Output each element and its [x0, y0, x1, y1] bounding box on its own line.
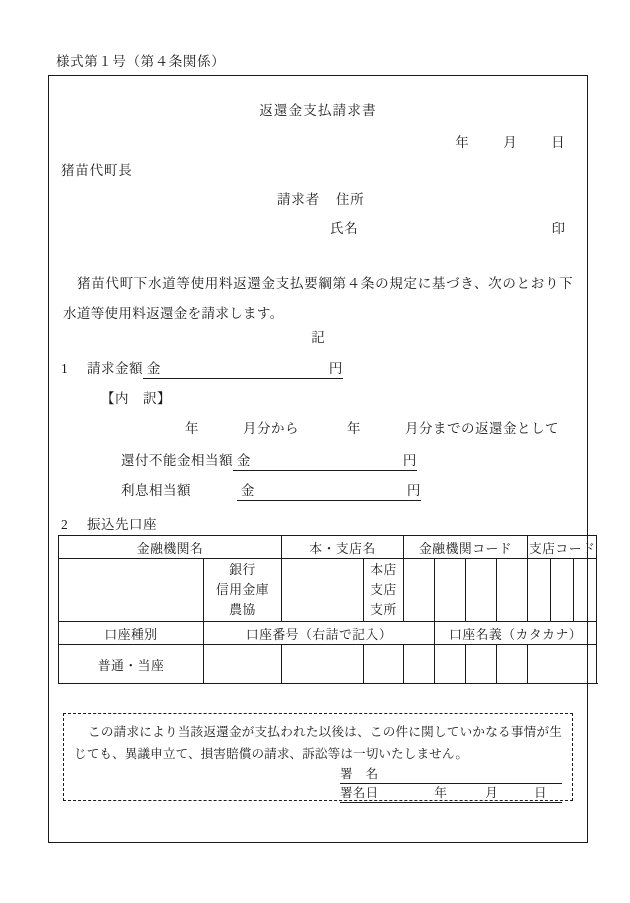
breakdown-row-interest: [121, 479, 421, 501]
institution-name-input[interactable]: [59, 559, 204, 622]
institution-type-bank[interactable]: 銀行: [229, 563, 256, 577]
header-account-holder: 口座名義（カタカナ）: [435, 622, 597, 645]
header-branch-code: 支店コード: [528, 536, 597, 559]
header-branch-name: 本・支店名: [282, 536, 404, 559]
issue-date-line: [455, 131, 565, 151]
account-entry-row: [59, 645, 597, 684]
breakdown-heading: 【内 訳】: [101, 391, 171, 406]
account-number-cell[interactable]: [497, 645, 528, 684]
issue-date-day: 日: [551, 135, 565, 150]
signature-date-label: 署名日: [340, 785, 379, 800]
item1-number: 1: [61, 361, 69, 376]
branch-name-input[interactable]: [282, 559, 364, 622]
account-header-row: [59, 622, 597, 645]
breakdown-period-row: [185, 417, 559, 437]
addressee: 猪苗代町長: [61, 163, 133, 178]
page-title: 返還金支払請求書: [259, 103, 377, 118]
pledge-text: この請求により当該返還金が支払われた以後は、この件に関していかなる事情が生じても、異議申立て、損害賠償の請求、訴訟等は一切いたしません。: [74, 724, 562, 761]
claimant-name-label: 氏名: [330, 221, 359, 236]
breakdown-row-nonrefundable: [121, 449, 417, 471]
institution-type-nokyo[interactable]: 農協: [229, 603, 256, 617]
signature-date-row[interactable]: [340, 784, 562, 803]
institution-code-cell[interactable]: [497, 559, 528, 622]
branch-type-branch[interactable]: 支店: [370, 583, 397, 597]
institution-code-cell[interactable]: [466, 559, 497, 622]
issue-date-month: 月: [503, 135, 518, 150]
pledge-box: [63, 713, 573, 801]
claimant-role-label: 請求者: [277, 192, 320, 207]
period-to-year: 年: [347, 421, 361, 436]
account-number-cell[interactable]: [204, 645, 282, 684]
header-account-type: 口座種別: [59, 622, 204, 645]
branch-code-cell[interactable]: [574, 559, 597, 622]
form-frame: [48, 75, 596, 843]
nonrefundable-suffix: 円: [402, 453, 417, 468]
account-number-cell[interactable]: [282, 645, 364, 684]
body-paragraph: 猪苗代町下水道等使用料返還金支払要綱第４条の規定に基づき、次のとおり下水道等使用料返還金を請求します。: [63, 276, 573, 321]
period-from-month: 月分から: [243, 421, 299, 436]
transfer-account-heading: [61, 513, 157, 533]
branch-type-choices[interactable]: [364, 559, 404, 622]
signature-block: [340, 765, 562, 803]
institution-code-cell[interactable]: [404, 559, 435, 622]
bank-account-table: [58, 535, 597, 684]
period-to-month: 月分までの返還金として: [405, 421, 559, 436]
claimant-address-row: [277, 188, 365, 208]
interest-suffix: 円: [406, 483, 421, 498]
institution-type-choices[interactable]: [204, 559, 282, 622]
nonrefundable-label: 還付不能金相当額: [121, 453, 233, 468]
period-from-year: 年: [185, 421, 199, 436]
institution-type-shinkin[interactable]: 信用金庫: [215, 583, 270, 597]
branch-code-cell[interactable]: [528, 559, 551, 622]
item1-label: 請求金額: [87, 361, 143, 376]
header-institution-code: 金融機関コード: [404, 536, 528, 559]
account-number-cell[interactable]: [404, 645, 435, 684]
interest-prefix: 金: [240, 483, 255, 498]
interest-amount-field[interactable]: [237, 479, 421, 501]
signature-row[interactable]: [340, 765, 562, 784]
claim-amount-row: [61, 357, 343, 379]
header-account-number: 口座番号（右詰で記入）: [204, 622, 435, 645]
account-holder-input[interactable]: [528, 645, 597, 684]
branch-type-head[interactable]: 本店: [370, 563, 397, 577]
claim-amount-field[interactable]: [143, 357, 343, 379]
item2-label: 振込先口座: [87, 517, 157, 532]
institution-code-cell[interactable]: [435, 559, 466, 622]
signature-date-year: 年: [434, 785, 448, 800]
table-entry-row: [59, 559, 597, 622]
signature-date-day: 日: [533, 785, 547, 800]
claim-amount-prefix: 金: [146, 361, 161, 376]
signature-label: 署 名: [340, 766, 379, 781]
issue-date-year: 年: [455, 135, 470, 150]
form-inner: [49, 76, 596, 842]
ki-mark: 記: [311, 330, 325, 345]
account-number-cell[interactable]: [435, 645, 466, 684]
branch-code-cell[interactable]: [551, 559, 574, 622]
branch-type-suboffice[interactable]: 支所: [370, 603, 397, 617]
claimant-address-label: 住所: [335, 192, 365, 207]
header-institution-name: 金融機関名: [59, 536, 282, 559]
interest-label: 利息相当額: [121, 483, 191, 498]
form-number: 様式第１号（第４条関係）: [56, 54, 226, 69]
table-header-row: [59, 536, 597, 559]
seal-mark: 印: [551, 221, 565, 236]
nonrefundable-prefix: 金: [236, 453, 251, 468]
claim-amount-suffix: 円: [328, 361, 343, 376]
item2-number: 2: [61, 517, 69, 532]
signature-date-month: 月: [485, 785, 498, 800]
nonrefundable-amount-field[interactable]: [233, 449, 417, 471]
account-number-cell[interactable]: [466, 645, 497, 684]
account-type-value[interactable]: 普通・当座: [59, 645, 204, 684]
account-number-cell[interactable]: [364, 645, 404, 684]
